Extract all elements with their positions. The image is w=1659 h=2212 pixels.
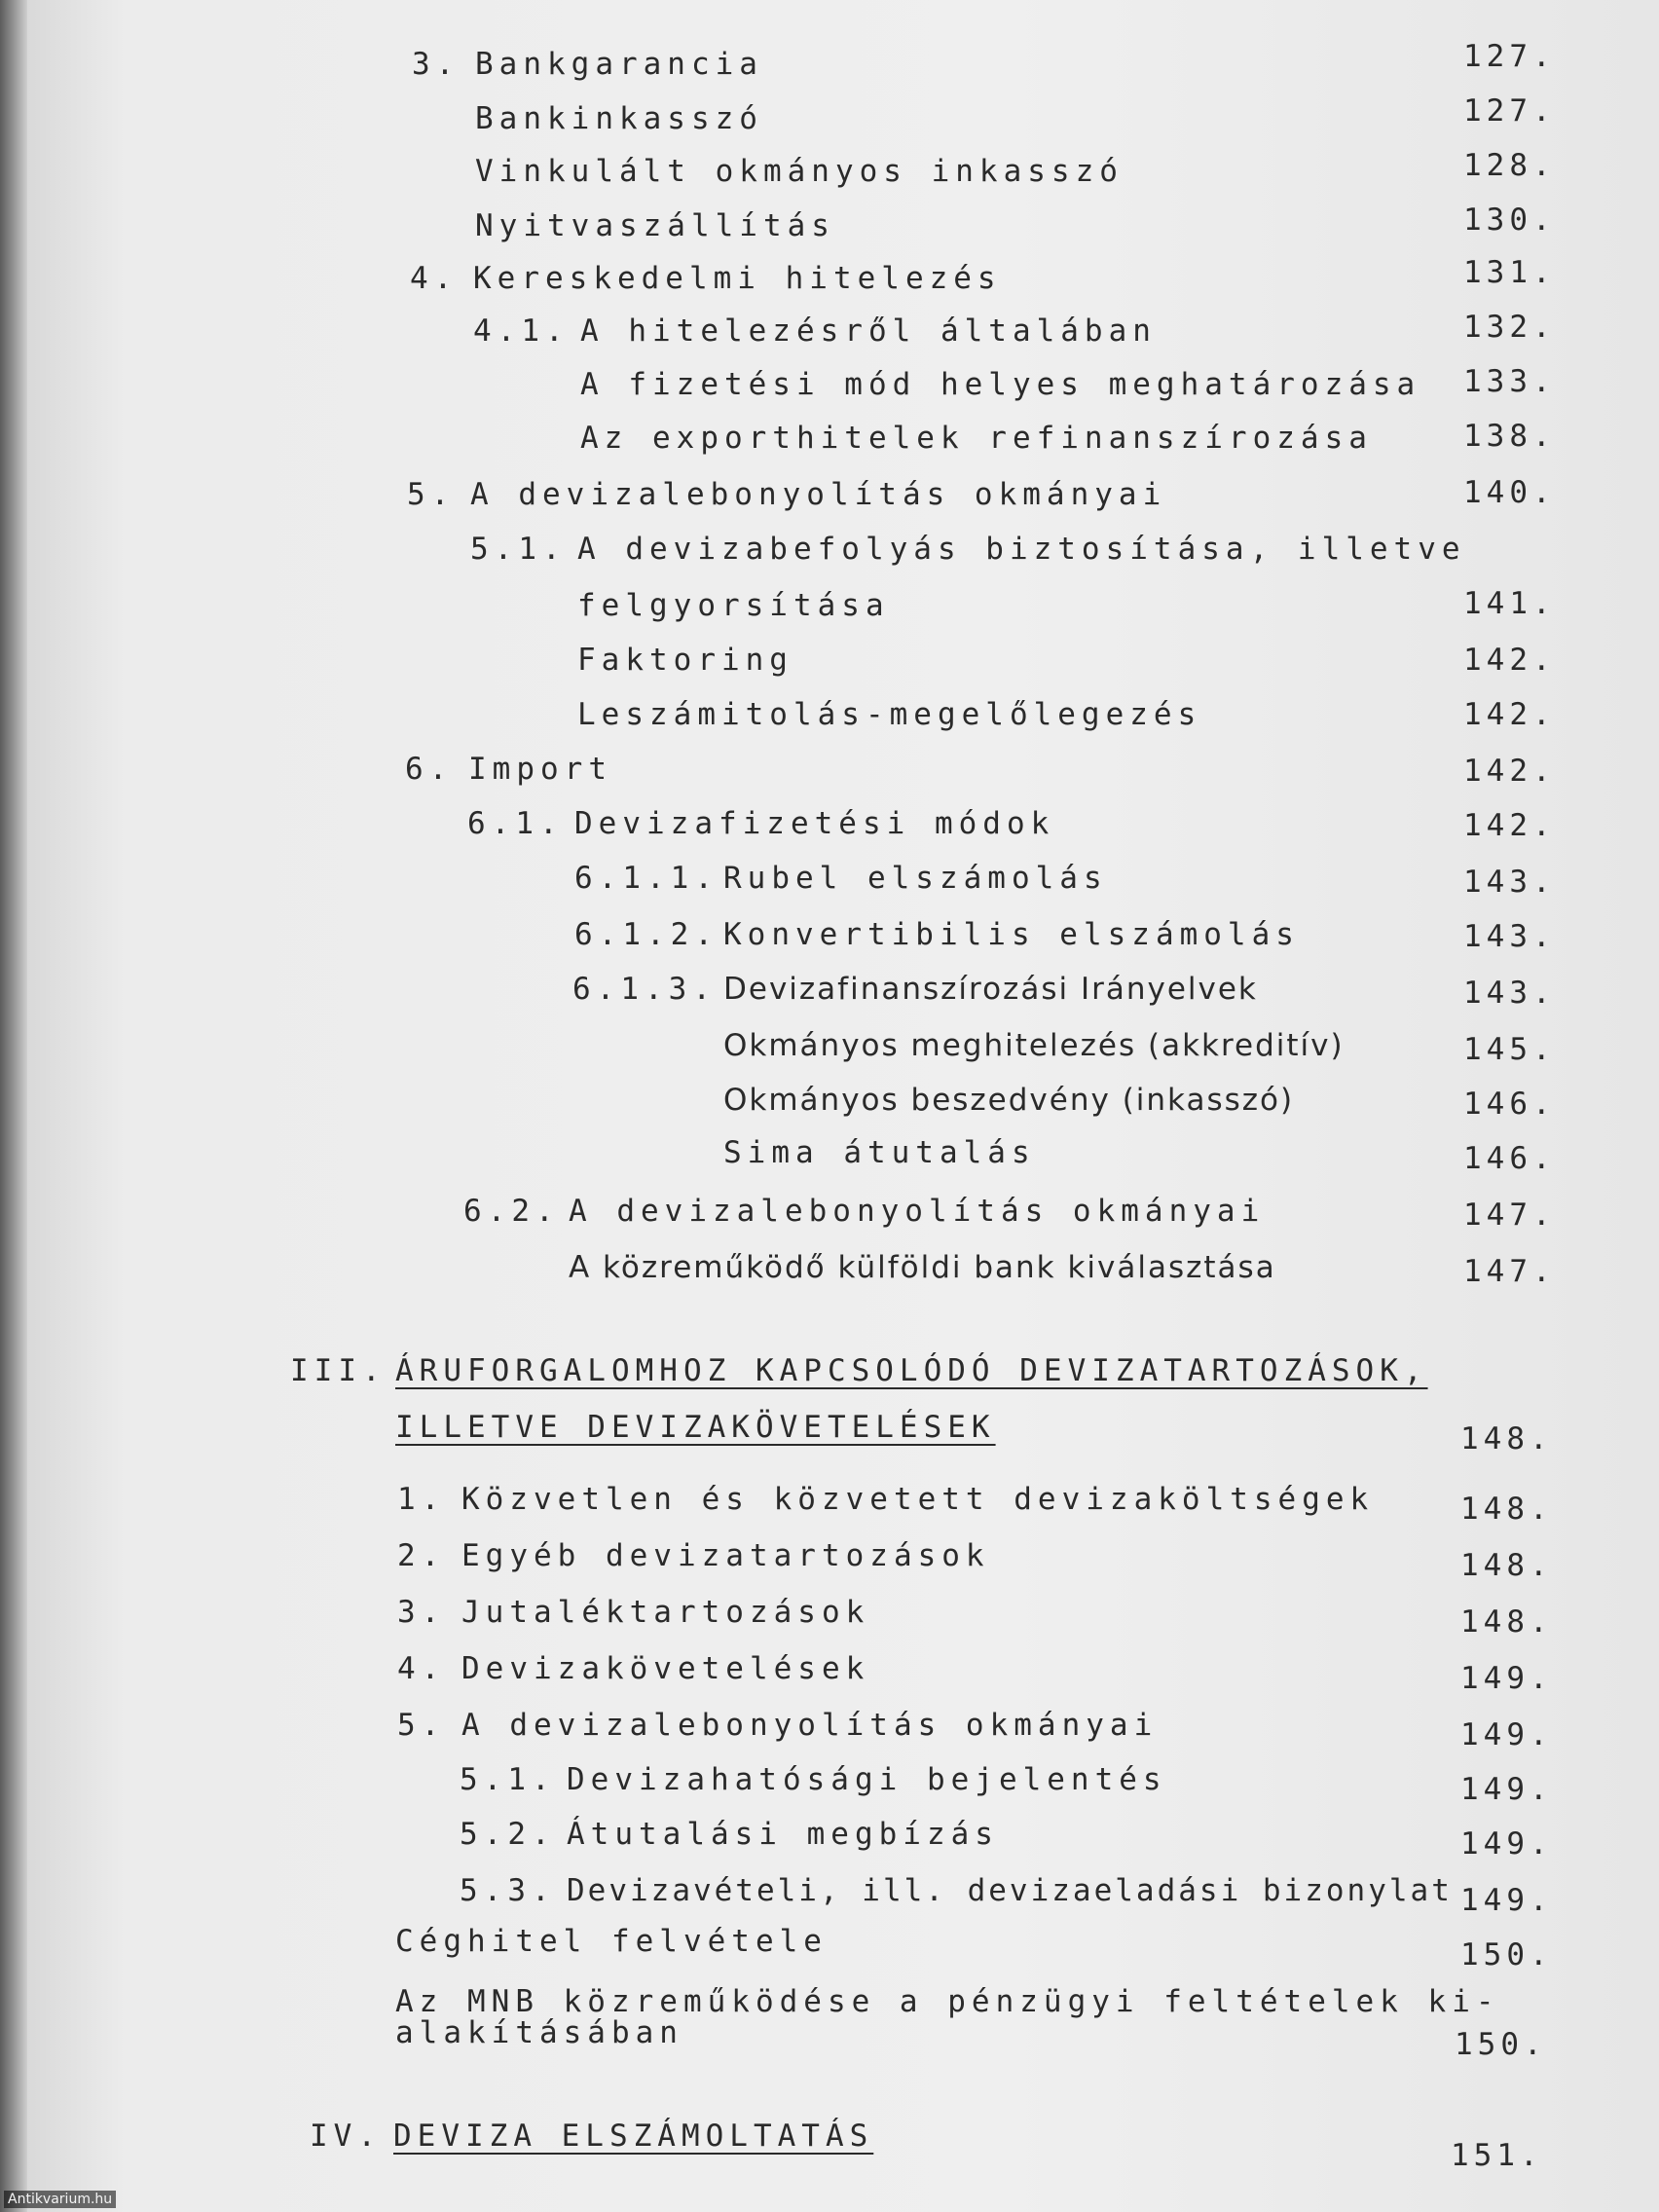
toc-entry-number: 4.1. xyxy=(473,313,570,349)
toc-entry-page: 149. xyxy=(1460,1717,1553,1752)
toc-entry-title: Vinkulált okmányos inkasszó xyxy=(475,154,1124,189)
toc-entry xyxy=(460,1873,1453,1908)
toc-entry-page: 140. xyxy=(1463,475,1556,510)
toc-entry xyxy=(397,1595,869,1630)
toc-entry xyxy=(470,532,1466,567)
toc-entry-title: Devizavételi, ill. devizaeladási bizonylat xyxy=(567,1873,1453,1908)
toc-entry-page: 148. xyxy=(1460,1421,1553,1456)
toc-entry-page: 147. xyxy=(1463,1254,1556,1289)
toc-section-number: IV. xyxy=(310,2119,382,2154)
toc-entry-title: Egyéb devizatartozások xyxy=(461,1538,990,1573)
toc-entry xyxy=(723,1028,1345,1063)
toc-page xyxy=(27,0,1659,2212)
toc-entry-title: Sima átutalás xyxy=(723,1135,1036,1170)
toc-entry-page: 145. xyxy=(1463,1032,1556,1067)
toc-entry-page: 127. xyxy=(1463,39,1556,74)
toc-entry-number: 6.1.2. xyxy=(574,917,719,952)
toc-entry-title: Kereskedelmi hitelezés xyxy=(473,261,1002,296)
toc-entry-page: 142. xyxy=(1463,808,1556,843)
book-spine-shadow xyxy=(0,0,27,2212)
toc-entry-title: Átutalási megbízás xyxy=(567,1817,999,1852)
toc-entry xyxy=(475,101,763,136)
toc-section-title: DEVIZA ELSZÁMOLTATÁS xyxy=(393,2119,874,2154)
toc-entry-title: A devizalebonyolítás okmányai xyxy=(461,1708,1159,1743)
toc-entry-page: 148. xyxy=(1460,1548,1553,1583)
toc-entry-number: 5.1. xyxy=(470,532,567,567)
toc-entry-page: 149. xyxy=(1460,1772,1553,1807)
toc-entry-title: Devizahatósági bejelentés xyxy=(567,1762,1167,1797)
toc-entry-title: Jutaléktartozások xyxy=(461,1595,870,1630)
toc-entry xyxy=(397,1538,990,1573)
toc-entry-title: Okmányos beszedvény (inkasszó) xyxy=(723,1083,1295,1118)
toc-entry-title: Devizafizetési módok xyxy=(574,806,1055,841)
toc-entry xyxy=(473,313,1157,349)
toc-entry-page: 130. xyxy=(1463,203,1556,238)
toc-entry xyxy=(395,1984,1500,2019)
toc-entry xyxy=(467,806,1054,841)
toc-entry-title: Az exporthitelek refinanszírozása xyxy=(580,421,1373,456)
toc-entry-page: 149. xyxy=(1460,1826,1553,1862)
toc-entry-title: A devizalebonyolítás okmányai xyxy=(470,477,1167,512)
toc-entry-page: 128. xyxy=(1463,148,1556,183)
toc-entry xyxy=(463,1194,1265,1229)
toc-entry-title: Devizafinanszírozási Irányelvek xyxy=(723,972,1258,1007)
toc-entry-page: 131. xyxy=(1463,255,1556,290)
toc-entry-title: Az MNB közreműködése a pénzügyi feltételek ki- xyxy=(395,1984,1500,2019)
toc-entry xyxy=(405,752,612,787)
toc-entry-title: Devizakövetelések xyxy=(461,1651,870,1686)
toc-entry-number: 5.1. xyxy=(460,1762,556,1797)
toc-entry xyxy=(723,1135,1036,1170)
toc-entry-page: 138. xyxy=(1463,419,1556,454)
toc-entry xyxy=(475,154,1124,189)
toc-entry-page: 141. xyxy=(1463,586,1556,621)
toc-entry xyxy=(460,1817,999,1852)
toc-entry-number: 6.1. xyxy=(467,806,564,841)
toc-entry xyxy=(397,1482,1374,1517)
toc-entry xyxy=(574,861,1108,896)
toc-entry-page: 142. xyxy=(1463,643,1556,678)
toc-entry-title: felgyorsítása xyxy=(577,588,890,623)
toc-entry-page: 148. xyxy=(1460,1604,1553,1640)
toc-entry-title: Közvetlen és közvetett devizaköltségek xyxy=(461,1482,1375,1517)
toc-entry-number: 3. xyxy=(397,1595,446,1630)
toc-entry-page: 143. xyxy=(1463,976,1556,1011)
toc-entry xyxy=(577,588,890,623)
toc-entry-page: 150. xyxy=(1455,2027,1547,2062)
toc-entry xyxy=(569,1250,1276,1285)
toc-entry xyxy=(395,2015,683,2050)
toc-entry-page: 150. xyxy=(1460,1937,1553,1972)
toc-entry-number: 4. xyxy=(397,1651,446,1686)
toc-entry-page: 151. xyxy=(1451,2138,1543,2173)
toc-entry-page: 146. xyxy=(1463,1141,1556,1176)
toc-entry-number: 6.2. xyxy=(463,1194,560,1229)
toc-entry-number: 6.1.3. xyxy=(572,972,717,1007)
toc-entry xyxy=(580,367,1420,402)
toc-entry xyxy=(577,643,793,678)
toc-entry-title: Leszámitolás-megelőlegezés xyxy=(577,697,1202,732)
toc-entry-page: 133. xyxy=(1463,364,1556,399)
toc-entry-number: 5.3. xyxy=(460,1873,556,1908)
toc-entry-page: 148. xyxy=(1460,1492,1553,1527)
toc-entry-page: 147. xyxy=(1463,1198,1556,1233)
toc-entry-page: 143. xyxy=(1463,919,1556,954)
toc-entry-title: alakításában xyxy=(395,2015,683,2050)
toc-entry-number: 5. xyxy=(397,1708,446,1743)
toc-entry xyxy=(723,1083,1294,1118)
toc-entry-title: A hitelezésről általában xyxy=(580,313,1157,349)
toc-entry xyxy=(397,1651,869,1686)
toc-section-number: III. xyxy=(290,1353,387,1388)
toc-entry-title: Céghitel felvétele xyxy=(395,1924,828,1959)
toc-section-title: ILLETVE DEVIZAKÖVETELÉSEK xyxy=(395,1410,996,1445)
toc-entry xyxy=(412,47,763,82)
toc-entry-title: Import xyxy=(468,752,612,787)
toc-entry-number: 5. xyxy=(407,477,456,512)
toc-entry-page: 146. xyxy=(1463,1087,1556,1122)
toc-entry-title: Bankgarancia xyxy=(475,47,763,82)
toc-entry-page: 132. xyxy=(1463,310,1556,345)
toc-entry-number: 3. xyxy=(412,47,461,82)
toc-entry xyxy=(577,697,1201,732)
toc-entry-title: A közreműködő külföldi bank kiválasztása xyxy=(569,1250,1276,1285)
toc-entry xyxy=(580,421,1373,456)
toc-entry-page: 142. xyxy=(1463,754,1556,789)
toc-entry-number: 2. xyxy=(397,1538,446,1573)
toc-entry-page: 142. xyxy=(1463,697,1556,732)
toc-entry xyxy=(410,261,1002,296)
toc-entry-title: A devizalebonyolítás okmányai xyxy=(569,1194,1266,1229)
toc-section-heading xyxy=(310,2119,873,2154)
toc-entry-number: 6. xyxy=(405,752,454,787)
toc-entry xyxy=(407,477,1166,512)
toc-entry-page: 143. xyxy=(1463,865,1556,900)
toc-entry xyxy=(574,917,1300,952)
toc-entry-title: Faktoring xyxy=(577,643,793,678)
toc-entry-title: Nyitvaszállítás xyxy=(475,208,835,243)
toc-entry-title: Rubel elszámolás xyxy=(723,861,1108,896)
toc-entry xyxy=(475,208,835,243)
toc-entry-number: 1. xyxy=(397,1482,446,1517)
toc-entry-number: 4. xyxy=(410,261,459,296)
toc-entry-page: 149. xyxy=(1460,1661,1553,1696)
site-watermark: Antikvarium.hu xyxy=(4,2191,116,2208)
toc-entry-title: A devizabefolyás biztosítása, illetve xyxy=(577,532,1466,567)
toc-entry-title: Konvertibilis elszámolás xyxy=(723,917,1300,952)
toc-entry-page: 149. xyxy=(1460,1883,1553,1918)
toc-entry-title: Okmányos meghitelezés (akkreditív) xyxy=(723,1028,1345,1063)
toc-entry xyxy=(397,1708,1158,1743)
toc-section-heading xyxy=(290,1353,1428,1388)
toc-entry-number: 5.2. xyxy=(460,1817,556,1852)
toc-entry xyxy=(572,972,1258,1007)
toc-entry xyxy=(395,1924,828,1959)
toc-section-heading xyxy=(395,1410,996,1445)
toc-entry-title: A fizetési mód helyes meghatározása xyxy=(580,367,1421,402)
toc-section-title: ÁRUFORGALOMHOZ KAPCSOLÓDÓ DEVIZATARTOZÁSOK, xyxy=(395,1353,1428,1388)
toc-entry-number: 6.1.1. xyxy=(574,861,719,896)
toc-entry xyxy=(460,1762,1167,1797)
toc-entry-title: Bankinkasszó xyxy=(475,101,763,136)
toc-entry-page: 127. xyxy=(1463,93,1556,129)
